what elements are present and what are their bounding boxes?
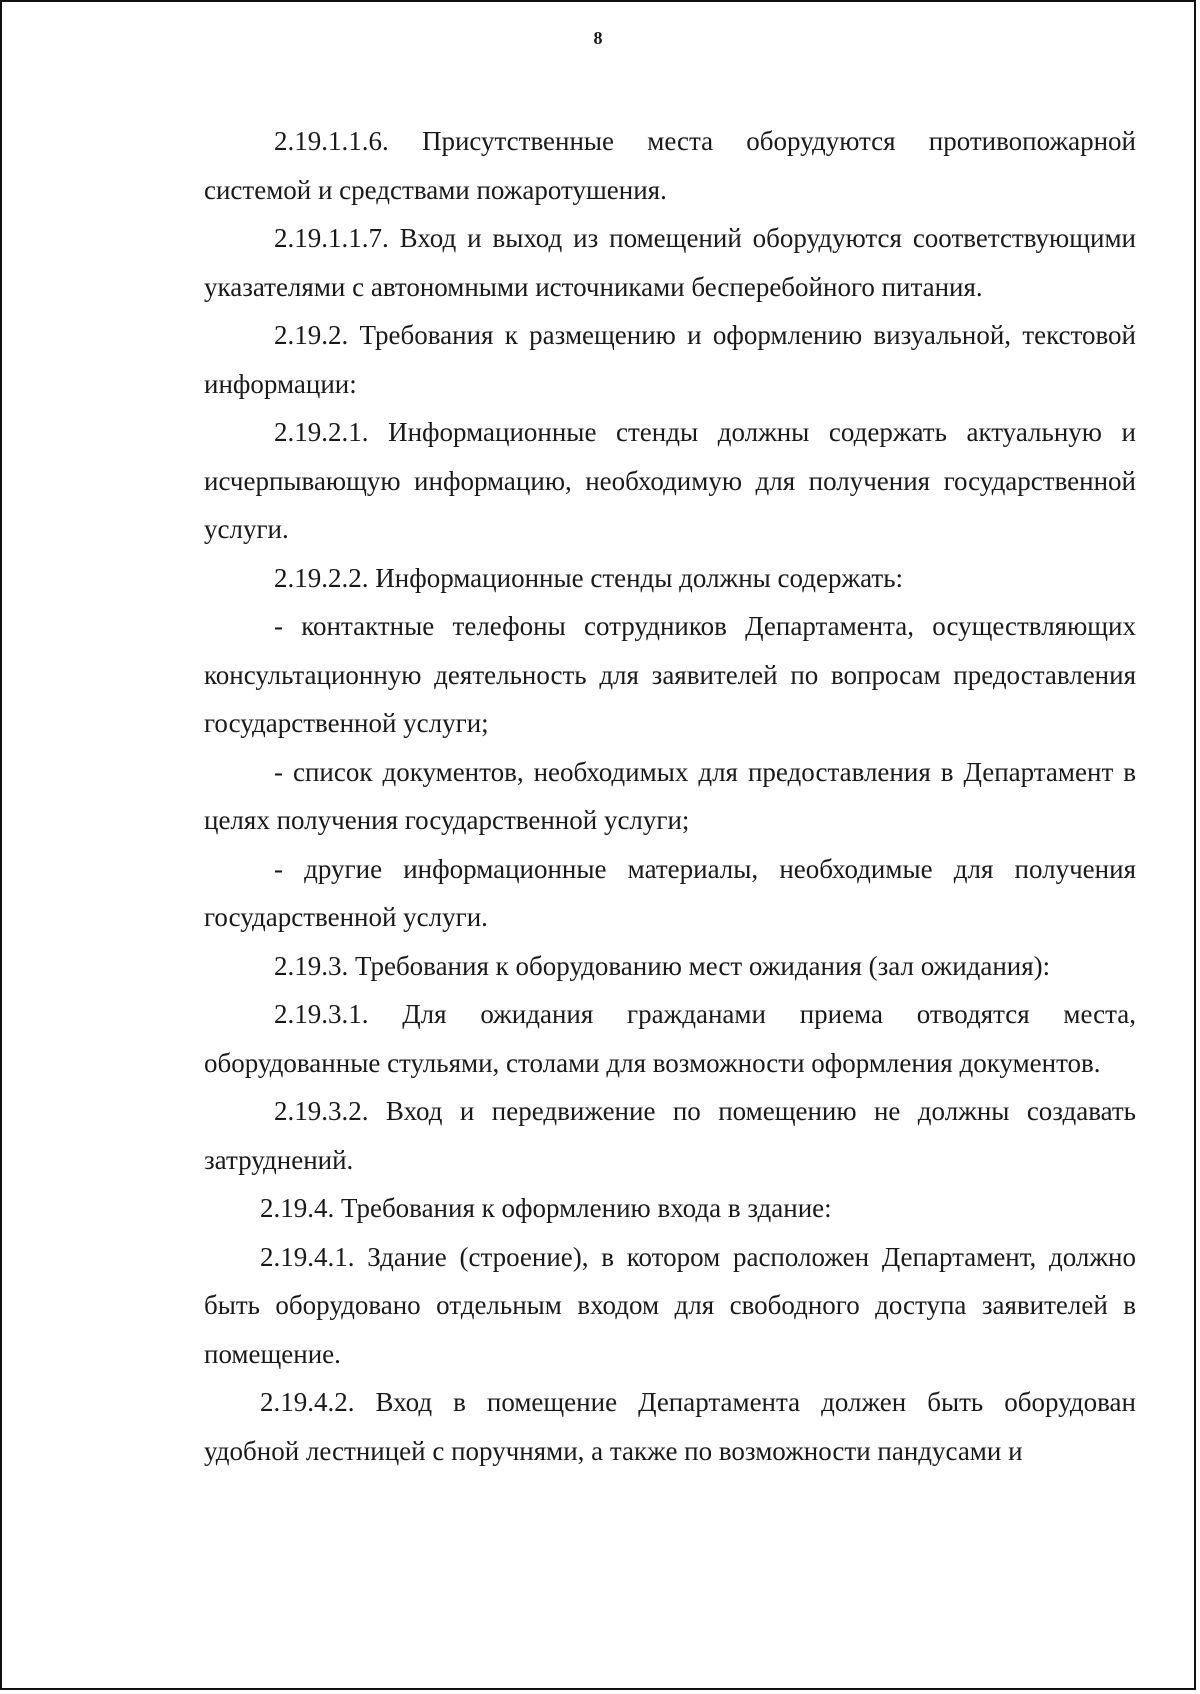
paragraph-2-19-2-2: 2.19.2.2. Информационные стенды должны содержать: <box>274 562 904 593</box>
paragraph-2-19-1-1-7: 2.19.1.1.7. Вход и выход из помещений оборудуются соответствующими указателями с автономными источниками бесперебойного питания. <box>204 223 1136 302</box>
paragraph-2-19-2-1: 2.19.2.1. Информационные стенды должны содержать актуальную и исчерпывающую информацию, необходимую для получения государственной услуги. <box>204 417 1136 544</box>
paragraph-2-19-3-1: 2.19.3.1. Для ожидания гражданами приема отводятся места, оборудованные стульями, столами для возможности оформления документов. <box>204 999 1136 1078</box>
paragraph-2-19-4-1: 2.19.4.1. Здание (строение), в котором расположен Департамент, должно быть оборудовано отдельным входом для свободного доступа заявителей в помещение. <box>204 1241 1136 1369</box>
paragraph-2-19-1-1-6: 2.19.1.1.6. Присутственные места оборудуются противопожарной системой и средствами пожаротушения. <box>204 126 1136 205</box>
paragraph-2-19-4-2: 2.19.4.2. Вход в помещение Департамента должен быть оборудован удобной лестницей с поручнями, а также по возможности пандусами и <box>204 1387 1136 1466</box>
document-body <box>204 117 1136 1475</box>
list-item-contact-phones: - контактные телефоны сотрудников Департамента, осуществляющих консультационную деятельность для заявителей по вопросам предоставления государственной услуги; <box>204 611 1136 738</box>
paragraph-2-19-3-2: 2.19.3.2. Вход и передвижение по помещению не должны создавать затруднений. <box>204 1096 1136 1175</box>
list-item-document-list: - список документов, необходимых для предоставления в Департамент в целях получения государственной услуги; <box>204 756 1136 835</box>
list-item-other-materials: - другие информационные материалы, необходимые для получения государственной услуги. <box>204 853 1136 932</box>
paragraph-2-19-4: 2.19.4. Требования к оформлению входа в здание: <box>260 1193 832 1223</box>
paragraph-2-19-2: 2.19.2. Требования к размещению и оформлению визуальной, текстовой информации: <box>204 320 1136 399</box>
page-number: 8 <box>593 28 603 48</box>
paragraph-2-19-3: 2.19.3. Требования к оборудованию мест ожидания (зал ожидания): <box>274 950 1051 981</box>
